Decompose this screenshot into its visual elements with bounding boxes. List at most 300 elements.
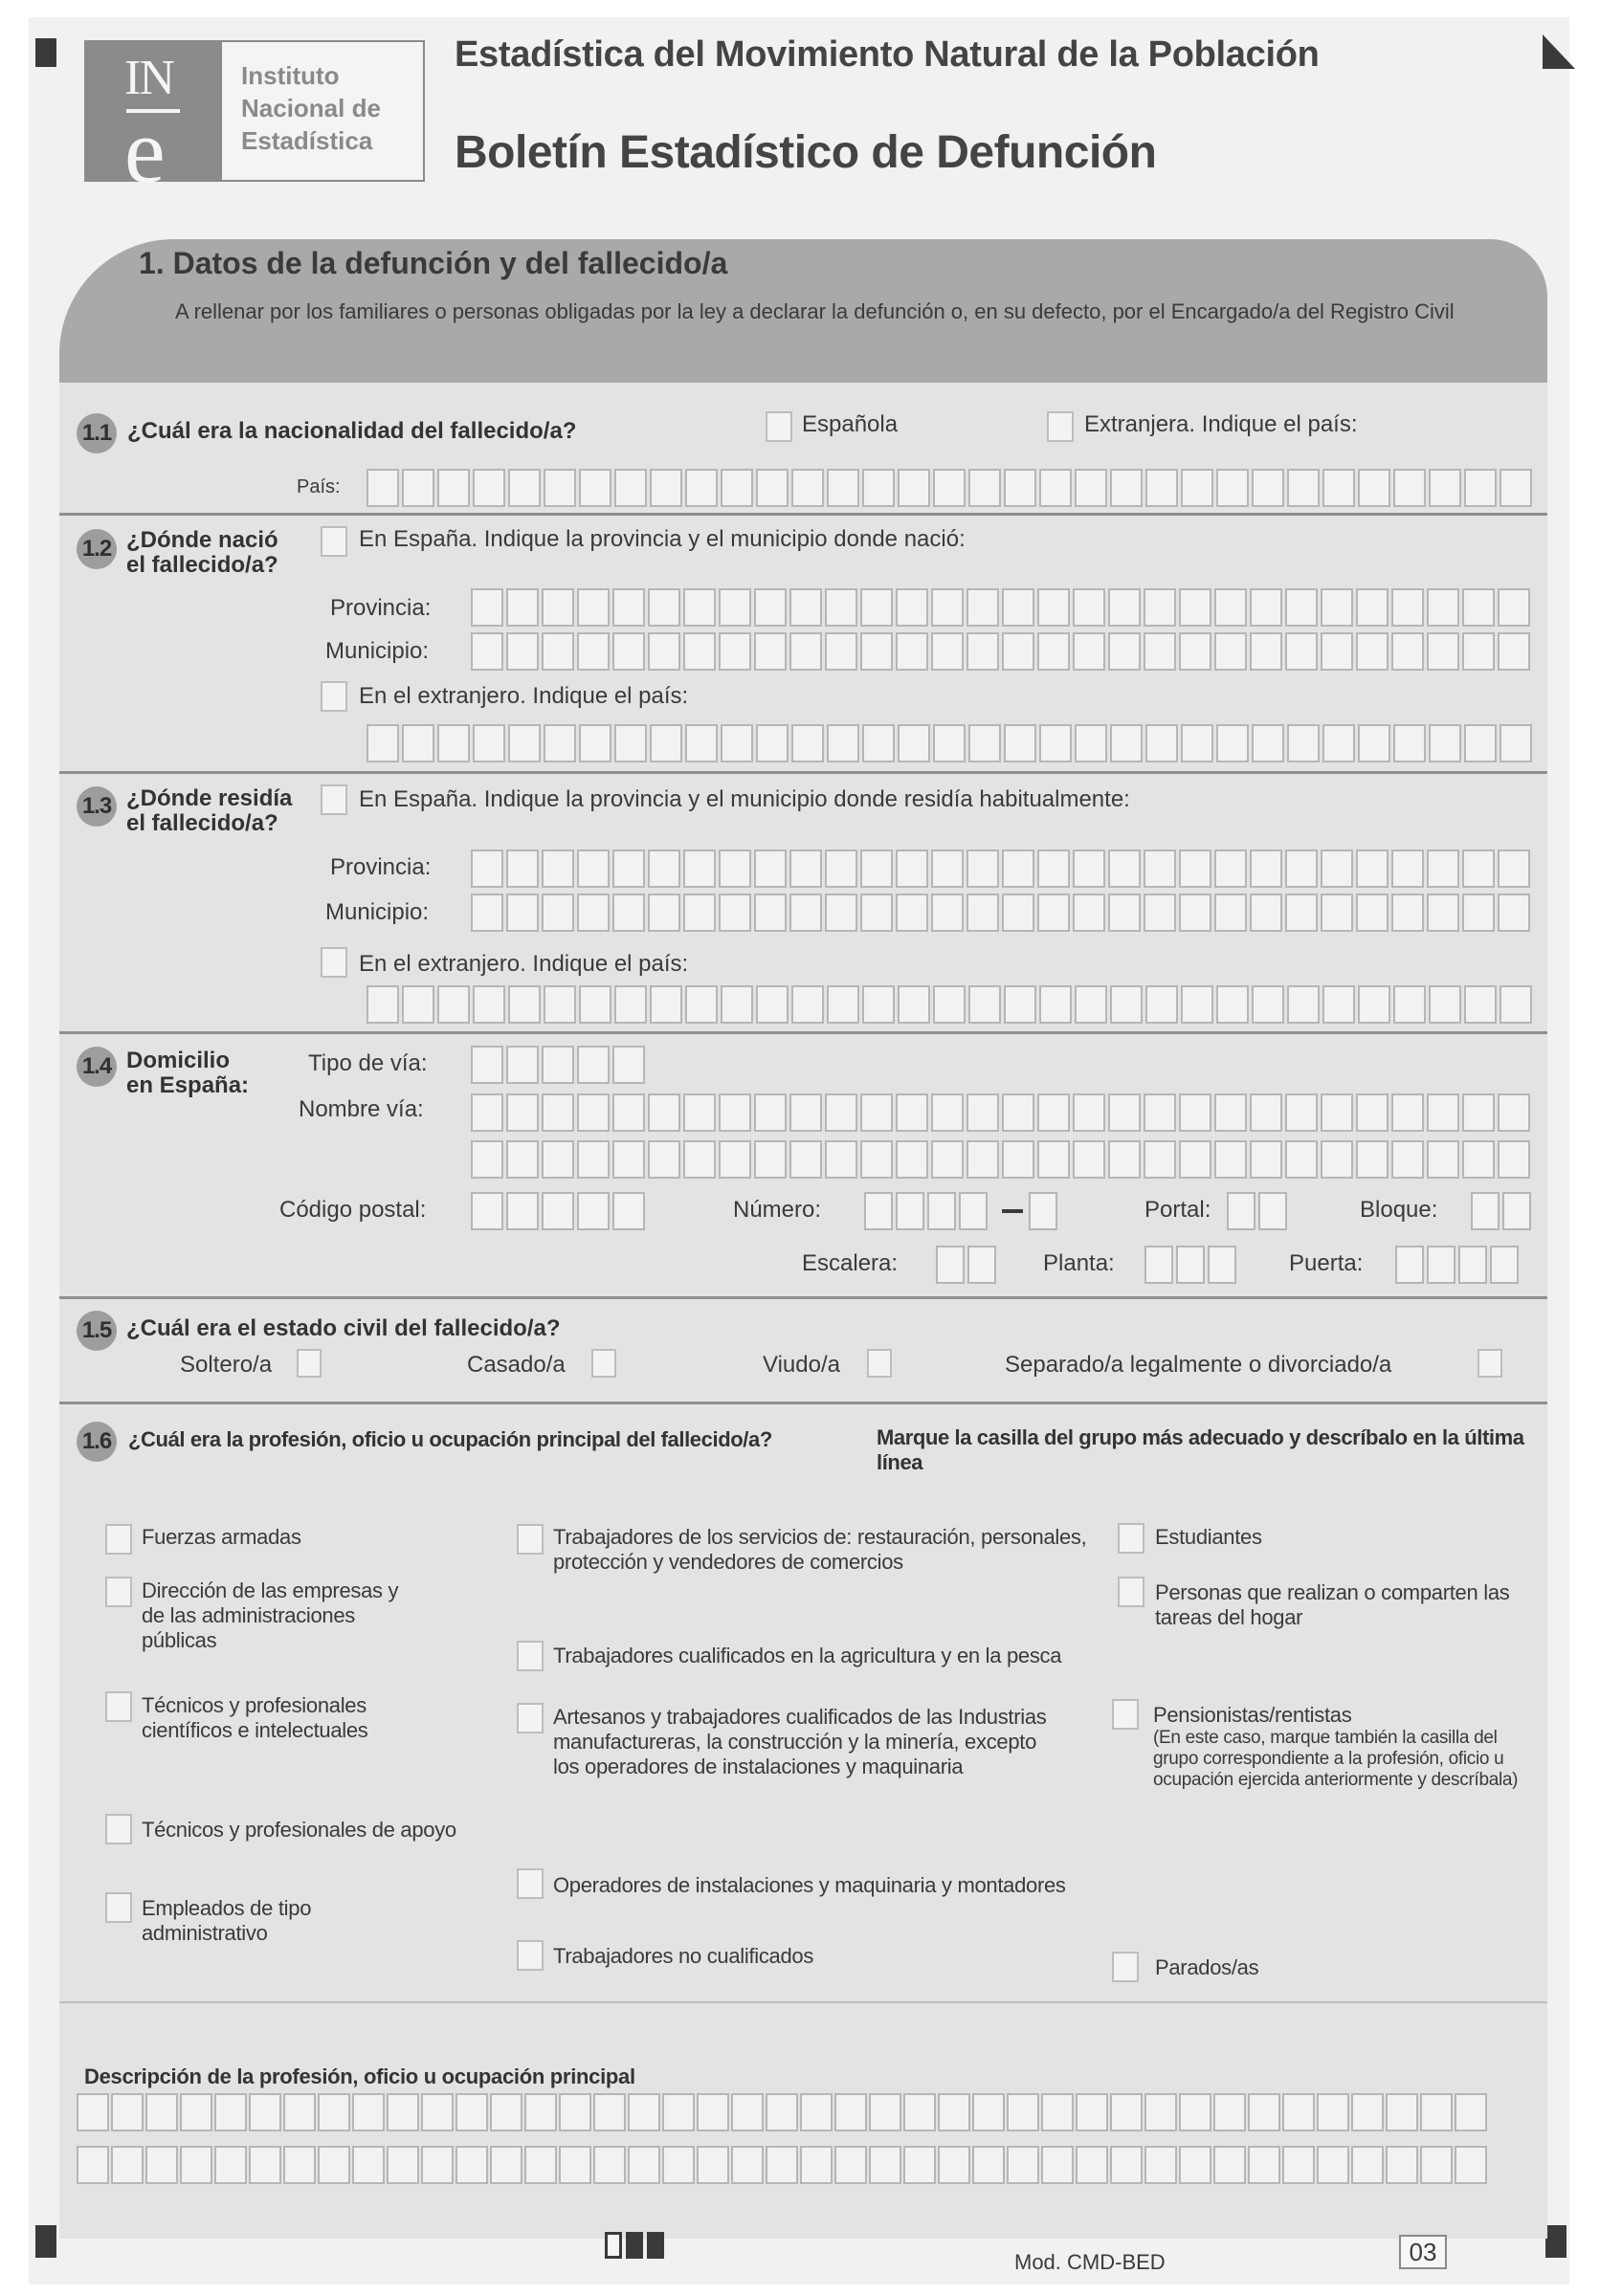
character-box[interactable] [1498,632,1530,671]
character-box[interactable] [471,850,503,888]
character-box[interactable] [1427,1093,1459,1132]
character-box[interactable] [1358,469,1390,507]
character-box[interactable] [612,1192,645,1230]
character-box[interactable] [1214,894,1247,932]
character-box[interactable] [473,724,505,762]
character-box[interactable] [612,894,645,932]
character-box[interactable] [1498,894,1530,932]
character-box[interactable] [77,2093,109,2131]
character-box[interactable] [111,2146,144,2184]
character-box[interactable] [402,469,434,507]
character-box[interactable] [437,985,470,1024]
character-box[interactable] [1110,724,1143,762]
character-box[interactable] [387,2093,419,2131]
character-box[interactable] [650,469,682,507]
character-box[interactable] [1002,1140,1034,1179]
character-box[interactable] [145,2146,178,2184]
character-box[interactable] [719,1093,751,1132]
character-box[interactable] [1037,1093,1070,1132]
occupation-household-checkbox[interactable] [1118,1577,1144,1607]
character-box[interactable] [800,2093,833,2131]
character-box[interactable] [1037,1140,1070,1179]
character-box[interactable] [1395,1246,1424,1284]
character-box[interactable] [789,1093,822,1132]
character-box[interactable] [834,2146,867,2184]
character-box[interactable] [1500,469,1532,507]
character-box[interactable] [1386,2093,1418,2131]
character-box[interactable] [800,2146,833,2184]
character-box[interactable] [1176,1246,1205,1284]
character-box[interactable] [437,724,470,762]
character-box[interactable] [1427,632,1459,671]
character-box[interactable] [1039,469,1072,507]
character-box[interactable] [697,2093,729,2131]
character-box[interactable] [903,2146,936,2184]
character-box[interactable] [1108,632,1141,671]
character-box[interactable] [577,894,610,932]
character-box[interactable] [754,1140,787,1179]
character-box[interactable] [1285,1093,1318,1132]
character-box[interactable] [903,2093,936,2131]
character-box[interactable] [1248,2093,1280,2131]
character-box[interactable] [579,985,611,1024]
character-box[interactable] [683,1140,716,1179]
character-box[interactable] [1282,2093,1315,2131]
character-box[interactable] [1393,724,1426,762]
character-box[interactable] [508,469,541,507]
character-box[interactable] [1108,588,1141,627]
nationality-spanish-checkbox[interactable] [766,411,792,442]
character-box[interactable] [506,588,539,627]
character-box[interactable] [542,588,574,627]
character-box[interactable] [1287,985,1320,1024]
character-box[interactable] [862,469,895,507]
character-box[interactable] [719,632,751,671]
civil-status-widowed-checkbox[interactable] [867,1349,892,1378]
character-box[interactable] [1216,469,1249,507]
character-box[interactable] [1427,588,1459,627]
character-box[interactable] [612,1140,645,1179]
character-box[interactable] [1073,588,1105,627]
character-box[interactable] [593,2093,626,2131]
character-box[interactable] [1108,894,1141,932]
character-box[interactable] [437,469,470,507]
character-box[interactable] [860,632,893,671]
character-box[interactable] [544,724,576,762]
character-box[interactable] [352,2146,385,2184]
occupation-management-checkbox[interactable] [105,1577,132,1607]
civil-status-married-checkbox[interactable] [591,1349,616,1378]
occupation-support-technicians-checkbox[interactable] [105,1814,132,1844]
character-box[interactable] [1179,894,1211,932]
character-box[interactable] [1144,588,1176,627]
character-box[interactable] [1216,985,1249,1024]
character-box[interactable] [471,1093,503,1132]
character-box[interactable] [542,850,574,888]
character-box[interactable] [685,469,718,507]
character-box[interactable] [869,2146,901,2184]
character-box[interactable] [1427,894,1459,932]
character-box[interactable] [628,2146,660,2184]
character-box[interactable] [791,985,824,1024]
character-box[interactable] [927,1192,956,1230]
character-box[interactable] [756,469,789,507]
character-box[interactable] [1322,985,1355,1024]
character-box[interactable] [352,2093,385,2131]
character-box[interactable] [967,850,999,888]
character-box[interactable] [719,588,751,627]
character-box[interactable] [931,1093,964,1132]
birth-municipality-input[interactable] [471,632,1530,671]
character-box[interactable] [896,1192,924,1230]
block-input[interactable] [1471,1192,1531,1230]
character-box[interactable] [1252,469,1284,507]
character-box[interactable] [789,1140,822,1179]
nationality-foreign-checkbox[interactable] [1047,411,1074,442]
character-box[interactable] [471,632,503,671]
character-box[interactable] [959,1192,988,1230]
character-box[interactable] [1458,1246,1487,1284]
character-box[interactable] [967,588,999,627]
character-box[interactable] [506,1192,539,1230]
character-box[interactable] [648,850,680,888]
character-box[interactable] [1041,2146,1074,2184]
born-abroad-checkbox[interactable] [321,681,347,712]
character-box[interactable] [1252,985,1284,1024]
character-box[interactable] [524,2146,557,2184]
character-box[interactable] [1322,724,1355,762]
character-box[interactable] [542,1093,574,1132]
character-box[interactable] [1037,850,1070,888]
character-box[interactable] [421,2146,454,2184]
character-box[interactable] [1321,1140,1353,1179]
character-box[interactable] [577,588,610,627]
occupation-craftsmen-checkbox[interactable] [517,1703,544,1733]
character-box[interactable] [898,985,930,1024]
character-box[interactable] [1285,632,1318,671]
character-box[interactable] [827,985,859,1024]
character-box[interactable] [1317,2093,1349,2131]
character-box[interactable] [731,2146,764,2184]
character-box[interactable] [1039,985,1072,1024]
character-box[interactable] [650,724,682,762]
character-box[interactable] [968,469,1001,507]
character-box[interactable] [402,985,434,1024]
character-box[interactable] [662,2093,695,2131]
character-box[interactable] [1108,850,1141,888]
character-box[interactable] [683,850,716,888]
character-box[interactable] [754,850,787,888]
character-box[interactable] [1321,894,1353,932]
character-box[interactable] [1075,469,1107,507]
birth-country-input[interactable] [367,724,1532,762]
character-box[interactable] [1213,2093,1246,2131]
character-box[interactable] [896,850,928,888]
character-box[interactable] [967,1093,999,1132]
character-box[interactable] [455,2146,488,2184]
character-box[interactable] [1108,1140,1141,1179]
character-box[interactable] [756,724,789,762]
character-box[interactable] [1144,894,1176,932]
character-box[interactable] [1002,850,1034,888]
character-box[interactable] [1179,2146,1211,2184]
street-name-input-line1[interactable] [471,1093,1530,1132]
character-box[interactable] [754,588,787,627]
character-box[interactable] [1004,985,1036,1024]
character-box[interactable] [931,894,964,932]
character-box[interactable] [524,2093,557,2131]
character-box[interactable] [967,1246,996,1284]
character-box[interactable] [542,632,574,671]
street-number-input[interactable] [864,1192,988,1230]
character-box[interactable] [967,894,999,932]
character-box[interactable] [612,588,645,627]
character-box[interactable] [1321,632,1353,671]
character-box[interactable] [111,2093,144,2131]
character-box[interactable] [1427,1246,1455,1284]
character-box[interactable] [506,632,539,671]
portal-input[interactable] [1227,1192,1287,1230]
character-box[interactable] [542,1046,574,1084]
street-name-input-line2[interactable] [471,1140,1530,1179]
character-box[interactable] [1498,588,1530,627]
character-box[interactable] [1282,2146,1315,2184]
character-box[interactable] [577,1093,610,1132]
character-box[interactable] [1145,985,1178,1024]
character-box[interactable] [614,985,647,1024]
character-box[interactable] [577,850,610,888]
character-box[interactable] [825,632,857,671]
character-box[interactable] [1076,2146,1108,2184]
character-box[interactable] [933,985,966,1024]
character-box[interactable] [1391,1093,1424,1132]
character-box[interactable] [1356,588,1389,627]
residence-municipality-input[interactable] [471,894,1530,932]
character-box[interactable] [1462,588,1495,627]
character-box[interactable] [1110,2146,1143,2184]
character-box[interactable] [860,1140,893,1179]
character-box[interactable] [1039,724,1072,762]
character-box[interactable] [1351,2093,1384,2131]
character-box[interactable] [387,2146,419,2184]
character-box[interactable] [1356,632,1389,671]
character-box[interactable] [544,985,576,1024]
character-box[interactable] [1317,2146,1349,2184]
character-box[interactable] [825,1140,857,1179]
character-box[interactable] [283,2146,316,2184]
character-box[interactable] [542,1192,574,1230]
character-box[interactable] [862,985,895,1024]
character-box[interactable] [967,632,999,671]
character-box[interactable] [1498,850,1530,888]
character-box[interactable] [1321,850,1353,888]
character-box[interactable] [1498,1093,1530,1132]
character-box[interactable] [1351,2146,1384,2184]
character-box[interactable] [898,724,930,762]
character-box[interactable] [1145,724,1178,762]
character-box[interactable] [1471,1192,1500,1230]
character-box[interactable] [869,2093,901,2131]
character-box[interactable] [862,724,895,762]
character-box[interactable] [683,632,716,671]
character-box[interactable] [1073,850,1105,888]
character-box[interactable] [542,1140,574,1179]
character-box[interactable] [1073,632,1105,671]
character-box[interactable] [77,2146,109,2184]
character-box[interactable] [1075,985,1107,1024]
character-box[interactable] [612,850,645,888]
character-box[interactable] [1322,469,1355,507]
character-box[interactable] [756,985,789,1024]
character-box[interactable] [506,850,539,888]
character-box[interactable] [1037,632,1070,671]
character-box[interactable] [612,1093,645,1132]
character-box[interactable] [1429,469,1461,507]
character-box[interactable] [789,588,822,627]
character-box[interactable] [1037,588,1070,627]
character-box[interactable] [1007,2093,1039,2131]
residence-province-input[interactable] [471,850,1530,888]
civil-status-divorced-checkbox[interactable] [1478,1349,1502,1378]
character-box[interactable] [938,2093,970,2131]
character-box[interactable] [1358,985,1390,1024]
character-box[interactable] [896,1093,928,1132]
character-box[interactable] [1420,2146,1453,2184]
character-box[interactable] [506,894,539,932]
resided-abroad-checkbox[interactable] [321,947,347,978]
character-box[interactable] [1110,985,1143,1024]
character-box[interactable] [508,724,541,762]
character-box[interactable] [1393,469,1426,507]
character-box[interactable] [1356,850,1389,888]
character-box[interactable] [1144,1246,1173,1284]
character-box[interactable] [791,724,824,762]
character-box[interactable] [931,850,964,888]
character-box[interactable] [1179,588,1211,627]
character-box[interactable] [685,985,718,1024]
character-box[interactable] [1002,1093,1034,1132]
character-box[interactable] [180,2146,212,2184]
character-box[interactable] [827,724,859,762]
character-box[interactable] [1500,985,1532,1024]
character-box[interactable] [1002,632,1034,671]
resided-spain-checkbox[interactable] [321,784,347,815]
character-box[interactable] [1179,1140,1211,1179]
character-box[interactable] [1464,469,1497,507]
character-box[interactable] [1110,469,1143,507]
character-box[interactable] [1108,1093,1141,1132]
character-box[interactable] [1214,1093,1247,1132]
character-box[interactable] [508,985,541,1024]
character-box[interactable] [721,985,753,1024]
character-box[interactable] [972,2146,1005,2184]
character-box[interactable] [1181,469,1213,507]
character-box[interactable] [967,1140,999,1179]
character-box[interactable] [1287,724,1320,762]
character-box[interactable] [214,2093,247,2131]
character-box[interactable] [1004,469,1036,507]
nationality-country-input[interactable] [367,469,1532,507]
character-box[interactable] [1216,724,1249,762]
character-box[interactable] [1179,2093,1211,2131]
character-box[interactable] [648,894,680,932]
character-box[interactable] [896,894,928,932]
character-box[interactable] [367,724,399,762]
character-box[interactable] [825,1093,857,1132]
character-box[interactable] [1181,724,1213,762]
character-box[interactable] [1455,2146,1487,2184]
character-box[interactable] [1462,894,1495,932]
born-spain-checkbox[interactable] [321,526,347,557]
character-box[interactable] [648,1140,680,1179]
character-box[interactable] [825,894,857,932]
character-box[interactable] [1429,724,1461,762]
character-box[interactable] [860,850,893,888]
character-box[interactable] [972,2093,1005,2131]
character-box[interactable] [662,2146,695,2184]
character-box[interactable] [789,850,822,888]
character-box[interactable] [180,2093,212,2131]
character-box[interactable] [1002,894,1034,932]
character-box[interactable] [1285,850,1318,888]
character-box[interactable] [612,1046,645,1084]
character-box[interactable] [455,2093,488,2131]
character-box[interactable] [1250,588,1282,627]
character-box[interactable] [577,632,610,671]
character-box[interactable] [1356,1140,1389,1179]
character-box[interactable] [577,1046,610,1084]
character-box[interactable] [1427,850,1459,888]
character-box[interactable] [791,469,824,507]
character-box[interactable] [1462,850,1495,888]
character-box[interactable] [1356,1093,1389,1132]
character-box[interactable] [1250,1140,1282,1179]
street-type-input[interactable] [471,1046,645,1084]
character-box[interactable] [754,1093,787,1132]
character-box[interactable] [1145,469,1178,507]
character-box[interactable] [827,469,859,507]
character-box[interactable] [685,724,718,762]
character-box[interactable] [471,1046,503,1084]
character-box[interactable] [1248,2146,1280,2184]
character-box[interactable] [1144,2146,1177,2184]
character-box[interactable] [544,469,576,507]
character-box[interactable] [367,985,399,1024]
character-box[interactable] [766,2093,798,2131]
character-box[interactable] [1214,850,1247,888]
character-box[interactable] [825,588,857,627]
character-box[interactable] [1179,632,1211,671]
character-box[interactable] [754,894,787,932]
character-box[interactable] [506,1140,539,1179]
character-box[interactable] [968,985,1001,1024]
character-box[interactable] [367,469,399,507]
character-box[interactable] [628,2093,660,2131]
character-box[interactable] [1391,588,1424,627]
character-box[interactable] [1391,1140,1424,1179]
birth-province-input[interactable] [471,588,1530,627]
character-box[interactable] [933,724,966,762]
character-box[interactable] [593,2146,626,2184]
character-box[interactable] [683,588,716,627]
character-box[interactable] [490,2093,522,2131]
character-box[interactable] [719,1140,751,1179]
character-box[interactable] [648,1093,680,1132]
character-box[interactable] [898,469,930,507]
character-box[interactable] [1227,1192,1255,1230]
character-box[interactable] [1208,1246,1236,1284]
character-box[interactable] [650,985,682,1024]
